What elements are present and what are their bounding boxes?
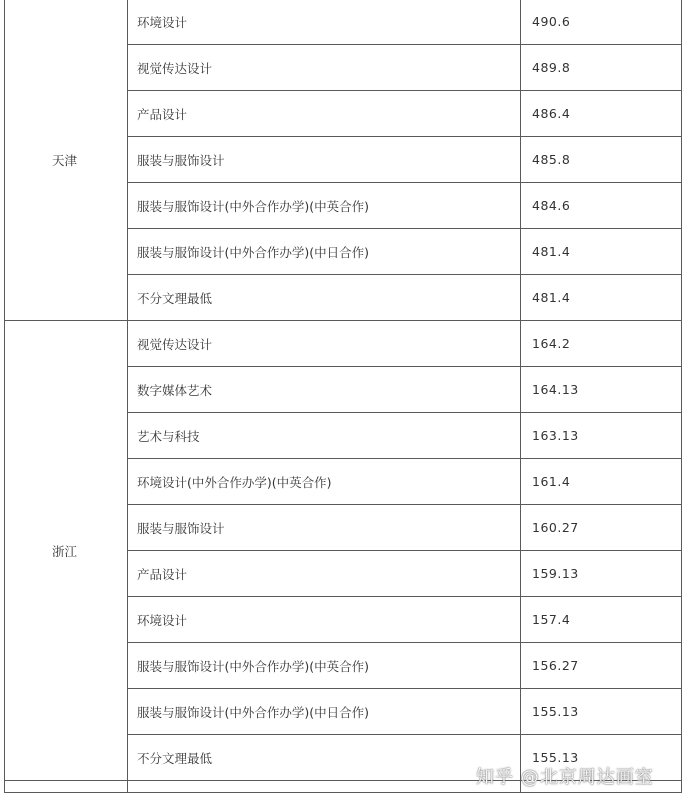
major-cell: 服装与服饰设计(中外合作办学)(中日合作) — [128, 229, 521, 275]
score-cell: 490.6 — [521, 0, 682, 45]
score-cell: 155.13 — [521, 689, 682, 735]
major-cell: 产品设计 — [128, 551, 521, 597]
major-cell: 数字媒体艺术 — [128, 367, 521, 413]
major-cell: 艺术与科技 — [128, 413, 521, 459]
score-cell: 157.4 — [521, 597, 682, 643]
major-cell: 服装与服饰设计(中外合作办学)(中日合作) — [128, 689, 521, 735]
major-cell: 服装与服饰设计(中外合作办学)(中英合作) — [128, 643, 521, 689]
score-cell: 484.6 — [521, 183, 682, 229]
major-cell: 视觉传达设计 — [128, 321, 521, 367]
score-cell: 159.13 — [521, 551, 682, 597]
major-cell: 不分文理最低 — [128, 735, 521, 781]
major-cell: 环境设计(中外合作办学)(中英合作) — [128, 459, 521, 505]
score-cell: 485.8 — [521, 137, 682, 183]
major-cell: 环境设计 — [128, 597, 521, 643]
score-cell: 160.27 — [521, 505, 682, 551]
score-cell: 163.13 — [521, 413, 682, 459]
watermark: 知乎 @北京周达画室 — [476, 767, 654, 788]
major-cell-partial — [128, 781, 521, 793]
score-cell: 164.2 — [521, 321, 682, 367]
region-cell: 浙江 — [5, 321, 128, 781]
score-cell: 481.4 — [521, 229, 682, 275]
score-table — [4, 0, 682, 793]
major-cell: 环境设计 — [128, 0, 521, 45]
table-row — [5, 321, 682, 367]
major-cell: 服装与服饰设计 — [128, 137, 521, 183]
region-cell-partial — [5, 781, 128, 793]
score-cell: 481.4 — [521, 275, 682, 321]
score-cell: 164.13 — [521, 367, 682, 413]
region-cell: 天津 — [5, 0, 128, 321]
score-cell: 489.8 — [521, 45, 682, 91]
major-cell: 视觉传达设计 — [128, 45, 521, 91]
major-cell: 服装与服饰设计(中外合作办学)(中英合作) — [128, 183, 521, 229]
score-cell: 156.27 — [521, 643, 682, 689]
major-cell: 不分文理最低 — [128, 275, 521, 321]
major-cell: 服装与服饰设计 — [128, 505, 521, 551]
major-cell: 产品设计 — [128, 91, 521, 137]
table-row — [5, 0, 682, 45]
score-cell: 155.13 — [521, 735, 682, 781]
score-cell: 161.4 — [521, 459, 682, 505]
score-cell: 486.4 — [521, 91, 682, 137]
